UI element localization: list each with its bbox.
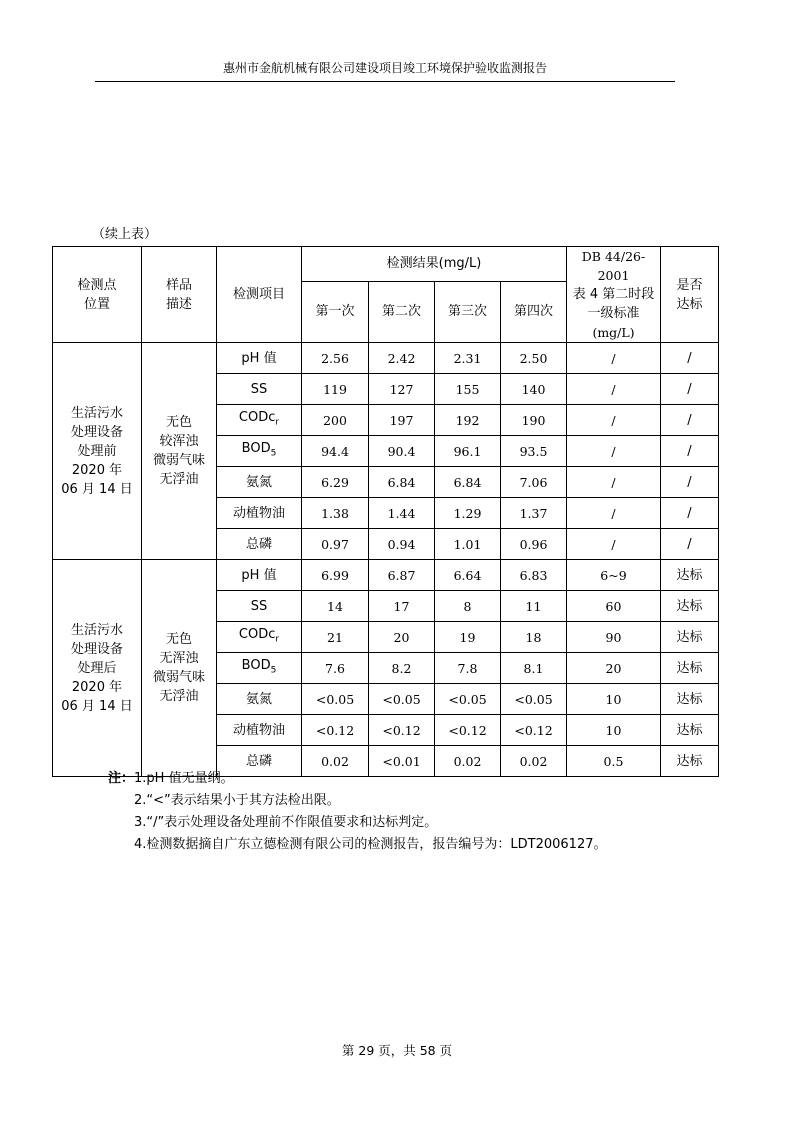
header-fourth: 第四次 [501,281,567,342]
location-cell [53,343,142,560]
compliance-cell: 达标 [661,560,719,591]
result-cell: 1.38 [302,498,369,529]
result-cell: 14 [302,591,369,622]
result-cell: 11 [501,591,567,622]
location-line: 06 月 14 日 [61,698,133,714]
compliance-cell: 达标 [661,684,719,715]
result-cell: 6.64 [435,560,501,591]
result-cell: <0.05 [435,684,501,715]
header-standard-line: (mg/L) [592,325,635,340]
location-line: 处理后 [77,660,117,676]
item-cell [217,436,302,467]
location-line: 处理设备 [70,424,123,440]
description-line: 较浑浊 [159,434,199,449]
item-subscript: 5 [270,665,277,676]
standard-cell: / [567,405,661,436]
item-name: 氨氮 [245,691,272,707]
result-cell: 200 [302,405,369,436]
item-name: BOD [241,440,271,456]
item-cell [217,405,302,436]
header-standard-line: 一级标准 [587,306,640,321]
result-cell: 6.99 [302,560,369,591]
header-item: 检测项目 [217,247,302,343]
result-cell: 18 [501,622,567,653]
compliance-cell: / [661,436,719,467]
header-compliance-line: 达标 [676,296,703,312]
result-cell: 90.4 [369,436,435,467]
result-cell: 2.50 [501,343,567,374]
description-cell [142,560,217,777]
location-line: 2020 年 [71,462,123,478]
header-divider [95,81,675,82]
description-cell [142,343,217,560]
compliance-cell: 达标 [661,653,719,684]
result-cell: <0.05 [369,684,435,715]
page-footer: 第 29 页，共 58 页 [341,1043,453,1058]
item-name: CODc [238,626,276,642]
item-name: SS [250,381,268,397]
standard-cell: 60 [567,591,661,622]
result-cell: 6.29 [302,467,369,498]
result-cell: 1.44 [369,498,435,529]
result-cell: 6.84 [435,467,501,498]
result-cell: 1.37 [501,498,567,529]
item-cell [217,591,302,622]
header-standard-line: DB 44/26-2001 [581,249,646,283]
result-cell: 8 [435,591,501,622]
compliance-cell: / [661,467,719,498]
result-cell: 1.29 [435,498,501,529]
result-cell: 20 [369,622,435,653]
result-cell: <0.12 [369,715,435,746]
result-cell: 21 [302,622,369,653]
standard-cell: 6~9 [567,560,661,591]
item-name: BOD [241,657,271,673]
item-name: 总磷 [245,536,272,552]
header-first: 第一次 [302,281,369,342]
result-cell: 119 [302,374,369,405]
result-cell: 7.8 [435,653,501,684]
description-line: 无浮油 [159,472,199,487]
table-row [53,560,719,591]
result-cell: <0.05 [302,684,369,715]
item-name: pH 值 [241,350,277,366]
standard-cell: / [567,374,661,405]
item-subscript: r [275,417,280,428]
item-cell [217,467,302,498]
result-cell: 96.1 [435,436,501,467]
monitoring-results-table [52,246,719,777]
table-header [53,247,719,343]
result-cell: 190 [501,405,567,436]
result-cell: 19 [435,622,501,653]
item-cell [217,343,302,374]
header-third: 第三次 [435,281,501,342]
description-line: 无浮油 [159,689,199,704]
result-cell: 197 [369,405,435,436]
item-subscript: r [275,634,280,645]
result-cell: 8.2 [369,653,435,684]
standard-cell: 10 [567,684,661,715]
header-results: 检测结果(mg/L) [302,247,567,282]
compliance-cell: / [661,343,719,374]
location-line: 06 月 14 日 [61,481,133,497]
description-line: 无色 [165,632,192,647]
result-cell: 6.84 [369,467,435,498]
note-text: 1.pH 值无量纲。 [134,771,234,786]
item-cell [217,622,302,653]
result-cell: <0.12 [302,715,369,746]
result-cell: 6.83 [501,560,567,591]
item-name: 动植物油 [232,505,285,521]
result-cell: 0.02 [435,746,501,777]
standard-cell: / [567,343,661,374]
header-compliance-line: 是否 [676,277,703,293]
result-cell: 127 [369,374,435,405]
item-cell [217,498,302,529]
header-sample-line: 样品 [165,277,192,293]
header-location-line: 检测点 [77,277,117,293]
result-cell: <0.12 [435,715,501,746]
standard-cell: / [567,498,661,529]
compliance-cell: 达标 [661,746,719,777]
item-cell [217,715,302,746]
result-cell: <0.12 [501,715,567,746]
compliance-cell: / [661,405,719,436]
standard-cell: / [567,436,661,467]
result-cell: 192 [435,405,501,436]
result-cell: 0.02 [302,746,369,777]
result-cell: 0.94 [369,529,435,560]
location-line: 生活污水 [70,405,123,421]
item-name: CODc [238,409,276,425]
item-cell [217,560,302,591]
standard-cell: / [567,529,661,560]
item-subscript: 5 [270,448,277,459]
result-cell: 0.02 [501,746,567,777]
standard-cell: 0.5 [567,746,661,777]
item-name: 总磷 [245,753,272,769]
item-cell [217,684,302,715]
compliance-cell: 达标 [661,622,719,653]
header-compliance [661,247,719,343]
table-notes [108,768,607,856]
description-line: 微弱气味 [152,453,205,468]
header-sample-line: 描述 [165,296,192,312]
result-cell: 94.4 [302,436,369,467]
table-row [53,343,719,374]
header-location [53,247,142,343]
item-name: 氨氮 [245,474,272,490]
standard-cell: 10 [567,715,661,746]
note-item: 4.检测数据摘自广东立德检测有限公司的检测报告，报告编号为：LDT2006127。 [134,837,607,852]
notes-label: 注： [108,771,135,786]
header-location-line: 位置 [83,296,110,312]
location-line: 2020 年 [71,679,123,695]
result-cell: 8.1 [501,653,567,684]
compliance-cell: 达标 [661,715,719,746]
result-cell: 140 [501,374,567,405]
item-cell [217,374,302,405]
description-line: 无浑浊 [159,651,199,666]
result-cell: 1.01 [435,529,501,560]
compliance-cell: 达标 [661,591,719,622]
description-line: 无色 [165,415,192,430]
item-cell [217,529,302,560]
result-cell: 0.97 [302,529,369,560]
result-cell: 2.56 [302,343,369,374]
location-line: 处理前 [77,443,117,459]
location-cell [53,560,142,777]
compliance-cell: / [661,529,719,560]
item-name: 动植物油 [232,722,285,738]
result-cell: 155 [435,374,501,405]
continued-label: （续上表） [92,227,158,242]
item-cell [217,653,302,684]
result-cell: 6.87 [369,560,435,591]
result-cell: 7.06 [501,467,567,498]
note-item: 2.“<”表示结果小于其方法检出限。 [134,793,340,808]
result-cell: 93.5 [501,436,567,467]
result-cell: 7.6 [302,653,369,684]
result-cell: 2.31 [435,343,501,374]
location-line: 处理设备 [70,641,123,657]
note-item: 3.“/”表示处理设备处理前不作限值要求和达标判定。 [134,815,438,830]
result-cell: 2.42 [369,343,435,374]
compliance-cell: / [661,374,719,405]
standard-cell: 90 [567,622,661,653]
standard-cell: / [567,467,661,498]
location-line: 生活污水 [70,622,123,638]
result-cell: <0.05 [501,684,567,715]
header-sample [142,247,217,343]
standard-cell: 20 [567,653,661,684]
result-cell: 17 [369,591,435,622]
result-cell: 0.96 [501,529,567,560]
description-line: 微弱气味 [152,670,205,685]
table-body [53,343,719,777]
header-standard [567,247,661,343]
item-name: pH 值 [241,567,277,583]
document-header-title: 惠州市金航机械有限公司建设项目竣工环境保护验收监测报告 [222,61,547,75]
header-standard-line: 表 4 第二时段 [572,287,655,302]
result-cell: <0.01 [369,746,435,777]
note-item [108,768,607,790]
header-second: 第二次 [369,281,435,342]
item-name: SS [250,598,268,614]
compliance-cell: / [661,498,719,529]
